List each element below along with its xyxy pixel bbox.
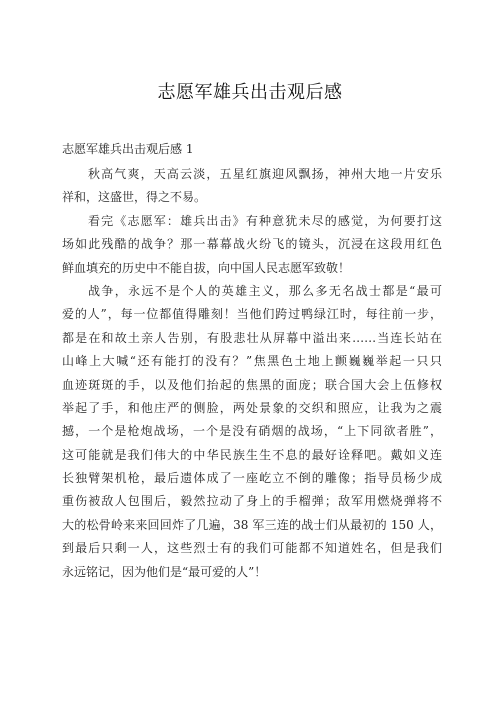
text-line: 永远铭记，因为他们是“最可爱的人”！ xyxy=(62,564,267,579)
text-line: 大的松骨岭来来回回炸了几遍，38 军三连的战士们从最初的 150 人， xyxy=(62,517,442,532)
text-line: 重伤被敌人包围后，毅然拉动了身上的手榴弹；敌军用燃烧弹将不 xyxy=(62,494,442,509)
text-line: 爱的人”，每一位都值得雕刻！当他们跨过鸭绿江时，每往前一步， xyxy=(62,307,442,322)
text-line: 举起了手，和他庄严的侧脸，两处景象的交织和照应，让我为之震 xyxy=(62,400,442,415)
text-line: 祥和，这盛世，得之不易。 xyxy=(62,190,207,205)
document-body xyxy=(62,163,442,584)
text-line: 场如此残酷的战争？那一幕幕战火纷飞的镜头，沉浸在这段用红色 xyxy=(62,237,442,252)
text-line: 到最后只剩一人，这些烈士有的我们可能都不知道姓名，但是我们 xyxy=(62,541,442,556)
text-line: 秋高气爽，天高云淡，五星红旗迎风飘扬，神州大地一片安乐 xyxy=(88,167,442,181)
text-line: 撼，一个是枪炮战场，一个是没有硝烟的战场，“上下同欲者胜”， xyxy=(62,424,442,439)
text-line: 山峰上大喊“还有能打的没有？”焦黑色土地上颤巍巍举起一只只 xyxy=(62,354,442,369)
document-title: 志愿军雄兵出击观后感 xyxy=(157,82,343,103)
text-line: 战争，永远不是个人的英雄主义，那么多无名战士都是“最可 xyxy=(88,283,442,298)
text-line: 都是在和故土亲人告别，有股悲壮从屏幕中溢出来……当连长站在 xyxy=(62,330,442,345)
text-line: 看完《志愿军：雄兵出击》有种意犹未尽的感觉，为何要打这 xyxy=(88,213,442,228)
text-line: 血迹斑斑的手，以及他们抬起的焦黑的面庞；联合国大会上伍修权 xyxy=(62,377,442,392)
text-line: 长独臂架机枪，最后遗体成了一座屹立不倒的雕像；指导员杨少成 xyxy=(62,471,442,486)
document-subtitle: 志愿军雄兵出击观后感 1 xyxy=(62,142,194,156)
text-line: 这可能就是我们伟大的中华民族生生不息的最好诠释吧。戴如义连 xyxy=(62,447,442,462)
text-line: 鲜血填充的历史中不能自拔，向中国人民志愿军致敬！ xyxy=(62,260,351,275)
